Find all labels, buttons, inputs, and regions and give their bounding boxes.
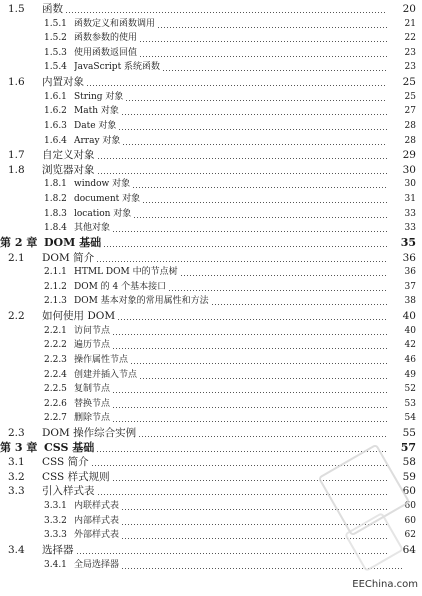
toc-subsection-row[interactable] bbox=[0, 177, 422, 191]
toc-number: 2.2.5 bbox=[44, 384, 67, 395]
toc-title: 内部样式表 bbox=[74, 515, 120, 526]
toc-subsection-row[interactable] bbox=[0, 104, 422, 118]
toc-section-row[interactable] bbox=[0, 75, 422, 89]
toc-number: 1.6.1 bbox=[44, 91, 67, 102]
toc-number: 1.8.3 bbox=[44, 208, 67, 219]
toc-page-number: 29 bbox=[402, 149, 416, 162]
toc-page-number: 30 bbox=[402, 163, 416, 176]
toc-subsection-row[interactable] bbox=[0, 382, 422, 396]
toc-page-number: 60 bbox=[402, 485, 416, 498]
toc-title: 全局选择器 bbox=[74, 559, 120, 570]
toc-title: 其他对象 bbox=[74, 223, 111, 234]
toc-page-number: 23 bbox=[404, 47, 416, 58]
toc-dot-leader bbox=[143, 202, 387, 203]
toc-page-number: 40 bbox=[402, 310, 416, 323]
toc-subsection-row[interactable] bbox=[0, 17, 422, 31]
toc-title: 引入样式表 bbox=[42, 485, 95, 498]
toc-title: Array 对象 bbox=[74, 135, 121, 146]
toc-title: 操作属性节点 bbox=[74, 354, 129, 365]
toc-number: 1.6.4 bbox=[44, 135, 67, 146]
toc-subsection-row[interactable] bbox=[0, 280, 422, 294]
toc-section-row[interactable] bbox=[0, 148, 422, 162]
toc-page-number: 36 bbox=[402, 251, 416, 264]
toc-title: 内置对象 bbox=[42, 76, 84, 89]
toc-title: 自定义对象 bbox=[42, 149, 95, 162]
toc-dot-leader bbox=[66, 12, 387, 13]
toc-page-number: 30 bbox=[404, 179, 416, 190]
toc-title: CSS 简介 bbox=[42, 456, 89, 469]
toc-page-number: 21 bbox=[404, 18, 416, 29]
toc-dot-leader bbox=[169, 290, 387, 291]
toc-subsection-row[interactable] bbox=[0, 119, 422, 133]
toc-dot-leader bbox=[163, 70, 387, 71]
toc-dot-leader bbox=[131, 363, 387, 364]
toc-section-row[interactable] bbox=[0, 309, 422, 323]
toc-title: 函数参数的使用 bbox=[74, 33, 138, 44]
toc-page-number: 35 bbox=[400, 235, 416, 249]
toc-number: 2.1.2 bbox=[44, 281, 67, 292]
toc-page-number: 28 bbox=[404, 120, 416, 131]
toc-number: 2.2.6 bbox=[44, 398, 67, 409]
toc-title: 外部样式表 bbox=[74, 530, 120, 541]
toc-dot-leader bbox=[98, 173, 387, 174]
toc-number: 2.3 bbox=[8, 426, 25, 439]
toc-dot-leader bbox=[113, 348, 387, 349]
toc-number: 2.2.4 bbox=[44, 369, 67, 380]
toc-dot-leader bbox=[118, 319, 387, 320]
toc-title: 复制节点 bbox=[74, 384, 111, 395]
toc-dot-leader bbox=[140, 56, 387, 57]
toc-dot-leader bbox=[113, 407, 387, 408]
toc-number: 3.3.3 bbox=[44, 530, 67, 541]
toc-number: 第 2 章 bbox=[0, 235, 38, 249]
toc-subsection-row[interactable] bbox=[0, 411, 422, 425]
toc-subsection-row[interactable] bbox=[0, 294, 422, 308]
toc-page-number: 49 bbox=[404, 369, 416, 380]
toc-page-number: 23 bbox=[404, 62, 416, 73]
toc-number: 3.4.1 bbox=[44, 559, 67, 570]
toc-number: 1.5 bbox=[8, 3, 25, 15]
toc-page-number: 60 bbox=[404, 515, 416, 526]
toc-title: DOM 简介 bbox=[42, 251, 95, 264]
toc-page-number: 52 bbox=[404, 384, 416, 395]
toc-subsection-row[interactable] bbox=[0, 207, 422, 221]
toc-dot-leader bbox=[122, 114, 387, 115]
toc-section-row[interactable] bbox=[0, 251, 422, 265]
toc-title: 如何使用 DOM bbox=[42, 310, 116, 323]
toc-title: 创建并插入节点 bbox=[74, 369, 138, 380]
toc-title: location 对象 bbox=[74, 208, 132, 219]
toc-page-number: 60 bbox=[404, 501, 416, 512]
toc-number: 3.3.1 bbox=[44, 501, 67, 512]
toc-page-number: 22 bbox=[404, 33, 416, 44]
toc-number: 1.7 bbox=[8, 149, 25, 162]
toc-number: 2.1 bbox=[8, 251, 25, 264]
toc-page-number: 33 bbox=[404, 208, 416, 219]
toc-number: 1.8.2 bbox=[44, 194, 67, 205]
toc-number: 1.6.2 bbox=[44, 106, 67, 117]
toc-title: DOM 基本对象的常用属性和方法 bbox=[74, 296, 209, 307]
toc-dot-leader bbox=[140, 378, 387, 379]
toc-page-number: 42 bbox=[404, 340, 416, 351]
toc-page-number bbox=[390, 558, 416, 572]
toc-dot-leader bbox=[126, 100, 387, 101]
toc-number: 2.2.7 bbox=[44, 413, 67, 424]
toc-title: 删除节点 bbox=[74, 413, 111, 424]
toc-subsection-row[interactable] bbox=[0, 353, 422, 367]
toc-number: 1.8.1 bbox=[44, 179, 67, 190]
toc-number: 1.8.4 bbox=[44, 223, 67, 234]
toc-title: Math 对象 bbox=[74, 106, 119, 117]
toc-number: 1.5.4 bbox=[44, 62, 67, 73]
toc-dot-leader bbox=[113, 392, 387, 393]
site-watermark-text: EEChina.com bbox=[352, 579, 418, 590]
toc-subsection-row[interactable] bbox=[0, 397, 422, 411]
toc-subsection-row[interactable] bbox=[0, 265, 422, 279]
toc-title: HTML DOM 中的节点树 bbox=[74, 267, 178, 278]
toc-title: DOM 基础 bbox=[44, 235, 102, 249]
toc-dot-leader bbox=[140, 41, 387, 42]
toc-page-number: 53 bbox=[404, 398, 416, 409]
toc-number: 2.2 bbox=[8, 310, 25, 323]
toc-page-number: 25 bbox=[402, 76, 416, 89]
toc-subsection-row[interactable] bbox=[0, 134, 422, 148]
toc-title: 选择器 bbox=[42, 543, 74, 556]
toc-number: 3.2 bbox=[8, 470, 25, 483]
toc-number: 1.5.2 bbox=[44, 33, 67, 44]
toc-number: 2.2.3 bbox=[44, 354, 67, 365]
toc-subsection-row[interactable] bbox=[0, 338, 422, 352]
toc-title: 遍历节点 bbox=[74, 340, 111, 351]
toc-page-number: 28 bbox=[404, 135, 416, 146]
toc-dot-leader bbox=[113, 231, 387, 232]
toc-page-number: 37 bbox=[404, 281, 416, 292]
toc-number: 3.3.2 bbox=[44, 515, 67, 526]
toc-dot-leader bbox=[87, 85, 387, 86]
toc-subsection-row[interactable] bbox=[0, 90, 422, 104]
toc-title: 函数定义和函数调用 bbox=[74, 18, 156, 29]
toc-dot-leader bbox=[158, 27, 387, 28]
toc-title: CSS 基础 bbox=[44, 440, 95, 454]
toc-number: 第 3 章 bbox=[0, 440, 38, 454]
toc-number: 2.1.3 bbox=[44, 296, 67, 307]
toc-subsection-row[interactable] bbox=[0, 324, 422, 338]
toc-number: 2.1.1 bbox=[44, 267, 67, 278]
toc-subsection-row[interactable] bbox=[0, 221, 422, 235]
toc-page-number: 46 bbox=[404, 354, 416, 365]
toc-title: 内联样式表 bbox=[74, 501, 120, 512]
toc-number: 3.4 bbox=[8, 543, 25, 556]
toc-dot-leader bbox=[212, 304, 387, 305]
toc-dot-leader bbox=[97, 451, 387, 452]
toc-subsection-row[interactable] bbox=[0, 31, 422, 45]
toc-dot-leader bbox=[181, 275, 387, 276]
toc-page-number: 54 bbox=[404, 413, 416, 424]
toc-chapter-row[interactable] bbox=[0, 236, 422, 250]
toc-title: String 对象 bbox=[74, 91, 124, 102]
toc-number: 1.6.3 bbox=[44, 120, 67, 131]
toc-section-row[interactable] bbox=[0, 426, 422, 440]
toc-dot-leader bbox=[98, 158, 387, 159]
toc-dot-leader bbox=[77, 553, 387, 554]
toc-dot-leader bbox=[97, 261, 387, 262]
toc-page-number: 55 bbox=[402, 426, 416, 439]
toc-page-number: 20 bbox=[402, 3, 416, 15]
toc-title: JavaScript 系统函数 bbox=[74, 62, 161, 73]
toc-number: 3.1 bbox=[8, 456, 25, 469]
toc-title: 访问节点 bbox=[74, 325, 111, 336]
toc-title: document 对象 bbox=[74, 194, 141, 205]
toc-dot-leader bbox=[113, 334, 387, 335]
toc-page-number: 40 bbox=[404, 325, 416, 336]
toc-page-number: 25 bbox=[404, 91, 416, 102]
toc-page-number: 33 bbox=[404, 223, 416, 234]
toc-number: 3.3 bbox=[8, 485, 25, 498]
toc-title: 函数 bbox=[42, 3, 63, 15]
toc-dot-leader bbox=[134, 217, 387, 218]
toc-dot-leader bbox=[122, 568, 403, 569]
toc-subsection-row[interactable] bbox=[0, 46, 422, 60]
toc-title: 浏览器对象 bbox=[42, 163, 95, 176]
toc-dot-leader bbox=[133, 187, 387, 188]
toc-page-number: 59 bbox=[402, 470, 416, 483]
toc-number: 2.2.2 bbox=[44, 340, 67, 351]
toc-title: CSS 样式规则 bbox=[42, 470, 110, 483]
toc-number: 1.5.3 bbox=[44, 47, 67, 58]
toc-dot-leader bbox=[119, 129, 387, 130]
toc-number: 1.5.1 bbox=[44, 18, 67, 29]
toc-dot-leader bbox=[123, 144, 387, 145]
toc-page-number: 31 bbox=[404, 194, 416, 205]
toc-page-number: 62 bbox=[404, 530, 416, 541]
toc-page-number: 38 bbox=[404, 296, 416, 307]
toc-page-number: 36 bbox=[404, 267, 416, 278]
toc-title: DOM 的 4 个基本接口 bbox=[74, 281, 167, 292]
toc-title: DOM 操作综合实例 bbox=[42, 426, 137, 439]
toc-number: 1.6 bbox=[8, 76, 25, 89]
toc-page-number: 58 bbox=[402, 456, 416, 469]
toc-title: 使用函数返回值 bbox=[74, 47, 138, 58]
toc-title: window 对象 bbox=[74, 179, 131, 190]
toc-dot-leader bbox=[139, 436, 387, 437]
toc-subsection-row[interactable] bbox=[0, 60, 422, 74]
toc-number: 1.8 bbox=[8, 163, 25, 176]
toc-dot-leader bbox=[104, 246, 387, 247]
toc-section-row[interactable] bbox=[0, 163, 422, 177]
toc-dot-leader bbox=[113, 421, 387, 422]
toc-subsection-row[interactable] bbox=[0, 192, 422, 206]
toc-page-number: 27 bbox=[404, 106, 416, 117]
toc-page-number: 57 bbox=[400, 440, 416, 454]
toc-section-row[interactable] bbox=[0, 2, 422, 16]
toc-title: Date 对象 bbox=[74, 120, 117, 131]
toc-title: 替换节点 bbox=[74, 398, 111, 409]
toc-subsection-row[interactable] bbox=[0, 368, 422, 382]
toc-number: 2.2.1 bbox=[44, 325, 67, 336]
toc-page-number: 64 bbox=[402, 543, 416, 556]
